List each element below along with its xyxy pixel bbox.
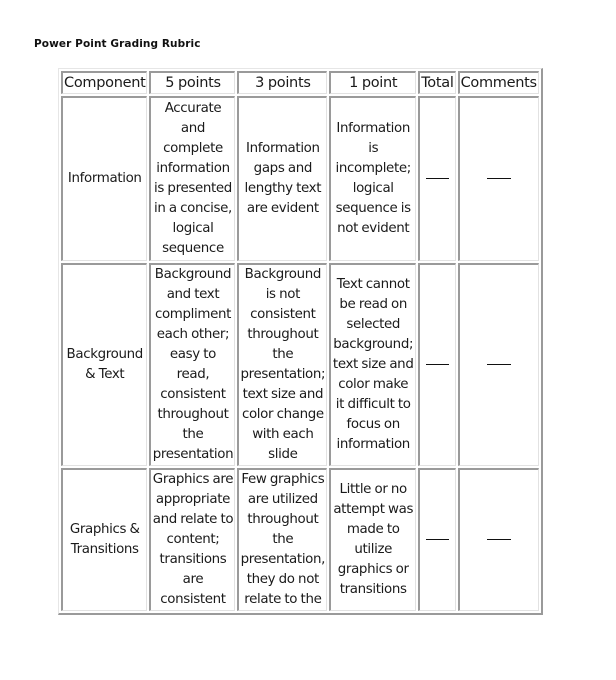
one-point-cell — [329, 468, 416, 611]
five-points-cell — [149, 96, 235, 261]
comments-cell[interactable] — [458, 263, 539, 466]
five-points-text: Background and text compliment each other; easy to read, consistent throughout the presentation — [152, 267, 234, 462]
component-label: Graphics & Transitions — [69, 522, 140, 557]
comments-blank-line — [487, 539, 511, 540]
document-title: Power Point Grading Rubric — [34, 38, 201, 50]
table-row — [61, 96, 539, 261]
five-points-text: Accurate and complete information is presented in a concise, logical sequence — [153, 101, 232, 256]
header-row — [61, 71, 539, 94]
header-total: Total — [418, 71, 455, 94]
one-point-cell — [329, 263, 416, 466]
header-component: Component — [61, 71, 147, 94]
total-blank-line — [426, 364, 449, 365]
one-point-text: Information is incomplete; logical sequence is not evident — [335, 121, 411, 236]
three-points-cell — [237, 96, 327, 261]
total-cell[interactable] — [418, 263, 455, 466]
comments-cell[interactable] — [458, 468, 539, 611]
five-points-cell — [149, 468, 235, 611]
total-blank-line — [426, 539, 449, 540]
one-point-text: Little or no attempt was made to utilize graphics or transitions — [333, 482, 414, 597]
total-cell[interactable] — [418, 468, 455, 611]
header-5-points: 5 points — [149, 71, 235, 94]
header-comments: Comments — [458, 71, 539, 94]
component-cell — [61, 96, 147, 261]
comments-blank-line — [487, 178, 511, 179]
component-label: Information — [67, 171, 142, 186]
grading-rubric-table — [58, 68, 543, 615]
table-row — [61, 468, 539, 611]
component-label: Background & Text — [66, 347, 143, 382]
total-cell[interactable] — [418, 96, 455, 261]
one-point-text: Text cannot be read on selected background; text size and color make it difficult to focus on information — [332, 277, 414, 452]
comments-blank-line — [487, 364, 511, 365]
three-points-cell — [237, 263, 327, 466]
total-blank-line — [426, 178, 449, 179]
table-row — [61, 263, 539, 466]
header-1-point: 1 point — [329, 71, 416, 94]
five-points-text: Graphics are appropriate and relate to content; transitions are consistent — [152, 472, 234, 607]
header-3-points: 3 points — [237, 71, 327, 94]
component-cell — [61, 263, 147, 466]
one-point-cell — [329, 96, 416, 261]
three-points-text: Few graphics are utilized throughout the presentation, they do not relate to the — [240, 472, 326, 607]
five-points-cell — [149, 263, 235, 466]
three-points-cell — [237, 468, 327, 611]
three-points-text: Information gaps and lengthy text are evident — [244, 141, 322, 216]
comments-cell[interactable] — [458, 96, 539, 261]
three-points-text: Background is not consistent throughout the presentation; text size and color change with each slide — [240, 267, 326, 462]
component-cell — [61, 468, 147, 611]
